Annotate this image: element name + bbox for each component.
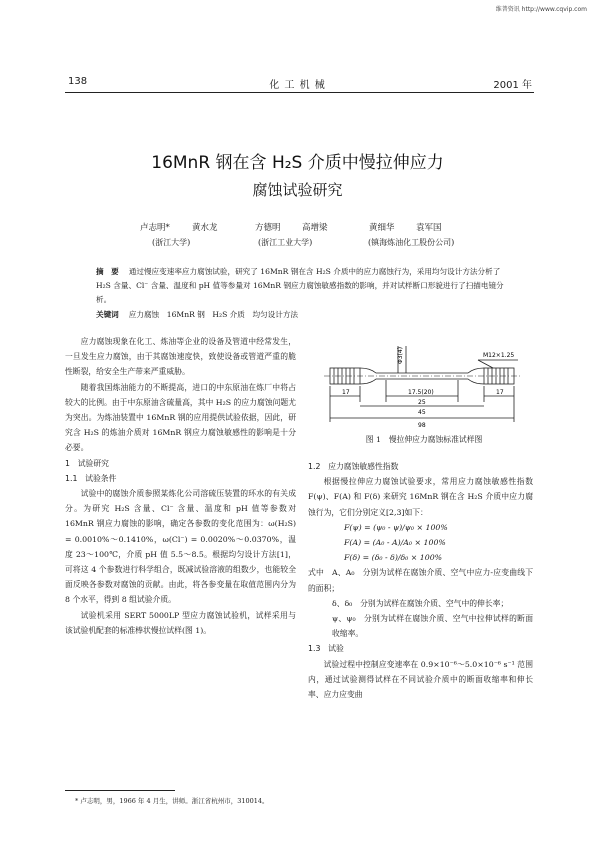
paragraph: 应力腐蚀现象在化工、炼油等企业的设备及管道中经常发生，一旦发生应力腐蚀，由于其腐蚀速度快，致使设备或管道严重的脆性断裂，给安全生产带来严重威胁。 [65,337,296,377]
dim-middle: 25 [418,399,426,406]
affiliation: (浙江大学) [152,238,191,247]
section-heading: 1 试验研究 [65,458,109,468]
definition: ψ、ψ₀ 分别为试样在腐蚀介质、空气中拉伸试样的断面收缩率。 [332,614,533,639]
dim-thread: M12×1.25 [483,352,515,359]
paragraph: 试验机采用 SERT 5000LP 型应力腐蚀试验机，试样采用与该试验机配套的标准棒状慢拉试样(图 1)。 [65,610,296,635]
paragraph: 试验过程中控制应变速率在 0.9×10⁻⁶～5.0×10⁻⁶ s⁻¹ 范围内，通过试验测得试样在不同试验介质中的断面收缩率和伸长率、应力应变曲 [308,659,533,700]
figure-caption: 图 1 慢拉伸应力腐蚀标准试样图 [365,435,483,444]
dim-overall: 98 [418,422,426,429]
author: 袁军国 [416,223,442,233]
page-number: 138 [68,76,88,87]
author: 高增梁 [302,223,328,233]
header-rule [65,92,534,93]
keywords-label: 关键词 [96,309,119,319]
formula: F(A) = (A₀ - A)/A₀ × 100% [344,538,446,548]
left-column [65,334,296,638]
affiliation: (镇海炼油化工股份公司) [368,238,455,247]
dim-left: 17 [342,389,350,396]
journal-name: 化 工 机 械 [269,80,326,91]
footnote-rule [65,790,175,791]
year: 2001 年 [493,80,532,91]
author: 黄细华 [369,223,395,233]
paragraph: 根据慢拉伸应力腐蚀试验要求，常用应力腐蚀敏感性指数 F(ψ)、F(A) 和 F(δ) 来研究 16MnR 钢在含 H₂S 介质中应力腐蚀行为，它们分别定义[2,3]如下： [308,477,533,517]
footnote: * 卢志明，男，1966 年 4 月生，讲师。浙江省杭州市，310014。 [75,797,269,805]
abstract-text: 通过慢应变速率应力腐蚀试验，研究了 16MnR 钢在含 H₂S 介质中的应力腐蚀行为，采用均匀设计方法分析了 H₂S 含量、Cl⁻ 含量、温度和 pH 值等参量对 16MnR 钢应力腐蚀敏感指数的影响，并对试样断口形貌进行了扫描电镜分析。 [96,267,504,305]
author: 黄水龙 [192,223,218,233]
formula: F(δ) = (δ₀ - δ)/δ₀ × 100% [344,553,443,563]
dim-diameter: Φ3(4) [397,346,404,364]
dim-right: 17 [496,389,504,396]
keywords-text: 应力腐蚀 16MnR 钢 H₂S 介质 均匀设计方法 [128,309,299,319]
definition: δ、δ₀ 分别为试样在腐蚀介质、空气中的伸长率； [332,598,509,608]
affiliation: (浙江工业大学) [258,238,313,247]
abstract-label: 摘 要 [96,267,119,276]
author: 卢志明* [140,223,170,233]
title-line-1: 16MnR 钢在含 H₂S 介质中慢拉伸应力 [151,153,444,173]
subsection-heading: 1.3 试验 [308,644,344,654]
paragraph: 试验中的腐蚀介质参照某炼化公司溶硫压装置的环水的有关成分。为研究 H₂S 含量、Cl⁻ 含量、温度和 pH 值等参数对 16MnR 钢应力腐蚀的影响，确定各参数的变化范围为：ω(H₂S) = 0.0010%～0.1410%，ω(Cl⁻) = 0.0020%～0.0370%，温度 23～100℃，介质 pH 值 5.5～8.5。根据均匀设计方法[1]，可将这 4 个参数进行科学组合，既减试验溶液的组数少，也能较全面反映各参数对腐蚀的贡献。由此，将各参变量在取值范围内分为 8 个水平，得到 8 组试验介质。 [65,489,296,605]
watermark: 维普资讯 http://www.cqvip.com [495,6,587,13]
abstract [96,265,504,322]
formula: F(ψ) = (ψ₀ - ψ)/ψ₀ × 100% [344,522,448,532]
author: 方德明 [255,223,281,233]
dim-total: 45 [418,409,426,416]
definition: 式中 A、A₀ 分别为试样在腐蚀介质、空气中应力-应变曲线下的面积； [308,568,533,593]
dim-gauge: 17.5(20) [408,389,434,396]
specimen-figure [318,340,530,430]
title-line-2: 腐蚀试验研究 [252,181,343,199]
paragraph: 随着我国炼油能力的不断提高，进口的中东原油在炼厂中将占较大的比例。由于中东原油含硫量高，其中 H₂S 的应力腐蚀问题尤为突出。为炼油装置中 16MnR 钢的应用提供试验依据，因此，研究含 H₂S 的炼油介质对 16MnR 钢应力腐蚀敏感性的影响是十分必要。 [65,382,296,453]
right-column [308,459,533,702]
subsection-heading: 1.2 应力腐蚀敏感性指数 [308,462,399,471]
subsection-heading: 1.1 试验条件 [65,473,117,483]
